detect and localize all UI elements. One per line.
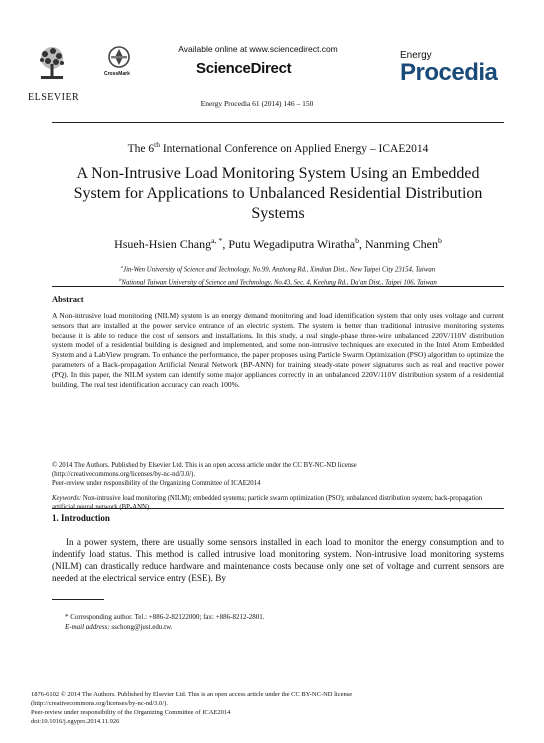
copyright-line-1: © 2014 The Authors. Published by Elsevier Ltd. This is an open access article under the CC BY-NC-ND license <box>52 462 357 469</box>
abstract-text: A Non-intrusive load monitoring (NILM) system is an energy demand monitoring and load identification system that only uses voltage and current sensors that are installed at the power service entrance of an electric system. The system is better than traditional intrusive monitoring systems because it is able to reduce the cost of sensors and installations. In this study, a real single-phase three-wire unbalanced 220V/110V distribution system model of a residential building is designed and implemented, and some non-intrusive techniques are executed in the Intel Atom Embedded System and a LabView program. To enhance the performance, the paper proposes using Particle Swarm Optimization (PSO) algorithm to optimize the parameters of a Back-propagation Artificial Neural Network (BP-ANN) for training steady-state power signatures such as real and reactive power (PQ). In this paper, the NILM system can identify some major appliances correctly in an unbalanced 220V/110V distribution system of a residential building. The real test identification accuracy can reach 100%. <box>52 311 504 389</box>
author-3-sup: b <box>438 236 442 245</box>
keywords <box>52 494 504 512</box>
conference-line <box>52 140 504 155</box>
copyright-line-3: Peer-review under responsibility of the Organizing Committee of ICAE2014 <box>52 480 261 487</box>
elsevier-tree-logo-icon <box>33 44 71 82</box>
publisher-name: ELSEVIER <box>28 92 80 103</box>
introduction-body: In a power system, there are usually some sensors installed in each load to monitor the energy consumption and to indentify load status. This method is called intrusive load monitoring system. Non-intrusive load monitoring systems (NILM) can drastically reduce hardware and maintenance costs because only one set of voltage and current sensors are needed at the electrical service entry (ESE). By <box>52 537 504 583</box>
author-3: , Nanming Chen <box>359 237 438 251</box>
energy-procedia-logo-big: Procedia <box>400 59 498 86</box>
affiliation-a-text: Jin-Wen University of Science and Technology, No.99, Anzhong Rd., Xindian Dist., New Taipei City 23154, Taiwan <box>123 266 436 274</box>
footnote <box>65 612 505 632</box>
journal-reference: Energy Procedia 61 (2014) 146 – 150 <box>200 99 314 108</box>
affiliation-b-sup: b <box>119 277 122 283</box>
peer-review-line: Peer-review under responsibility of the Organizing Committee of ICAE2014 <box>31 709 231 716</box>
abstract-top-divider <box>52 286 504 287</box>
email-address[interactable]: sschong@just.edu.tw. <box>109 623 173 631</box>
section-heading-introduction: 1. Introduction <box>52 513 110 523</box>
affiliation-a <box>52 262 504 275</box>
author-2-sup: b <box>355 236 359 245</box>
email-line <box>65 622 505 632</box>
paper-title: A Non-Intrusive Load Monitoring System Using an Embedded System for Applications to Unbalanced Residential Distribution Systems <box>73 165 483 222</box>
author-2: , Putu Wegadiputra Wiratha <box>222 237 356 251</box>
bottom-license-link[interactable]: (http://creativecommons.org/licenses/by-nc-nd/3.0/). <box>31 700 168 707</box>
header-divider <box>52 122 504 123</box>
corresponding-author: * Corresponding author. Tel.: +886-2-82122000; fax: +886-8212-2801. <box>65 613 265 621</box>
keywords-label: Keywords: <box>52 495 82 502</box>
affiliation-a-sup: a <box>120 264 124 269</box>
affiliations <box>52 262 504 289</box>
crossmark-icon[interactable] <box>108 46 130 70</box>
affiliation-b-text: National Taiwan University of Science and Technology, No.43, Sec. 4, Keelung Rd., Da'an Dist., Taipei 106, Taiwan <box>121 279 437 287</box>
conference-post: International Conference on Applied Energy – ICAE2014 <box>159 142 429 155</box>
introduction-text <box>52 537 504 585</box>
email-label: E-mail address: <box>65 623 110 631</box>
sciencedirect-logo: ScienceDirect <box>196 60 292 77</box>
conference-pre: The 6 <box>127 142 155 155</box>
abstract-copyright <box>52 461 504 488</box>
author-1-sup: a, * <box>211 236 223 245</box>
issn-line: 1876-6102 © 2014 The Authors. Published by Elsevier Ltd. This is an open access article under the CC BY-NC-ND license <box>31 691 353 698</box>
energy-procedia-logo <box>400 50 497 87</box>
keywords-text: Non-intrusive load monitoring (NILM); embedded systems; particle swarm optimization (PSO); unbalanced distribution system; back-propagation artificial neural network (BP-ANN) <box>52 495 483 511</box>
bottom-license-info <box>31 690 491 726</box>
copyright-license-link[interactable]: (http://creativecommons.org/licenses/by-nc-nd/3.0/). <box>52 471 196 478</box>
author-1: Hsueh-Hsien Chang <box>114 237 212 251</box>
conference-sup: th <box>154 140 160 149</box>
footnote-rule <box>52 599 104 600</box>
abstract-bottom-divider <box>52 508 504 509</box>
energy-procedia-logo-small: Energy <box>400 50 432 61</box>
authors-line <box>52 236 504 252</box>
doi-line[interactable]: doi:10.1016/j.egypro.2014.11.926 <box>31 718 120 725</box>
abstract-heading: Abstract <box>52 294 84 304</box>
available-online-text[interactable]: Available online at www.sciencedirect.com <box>178 44 338 54</box>
crossmark-label: CrossMark <box>104 71 130 77</box>
